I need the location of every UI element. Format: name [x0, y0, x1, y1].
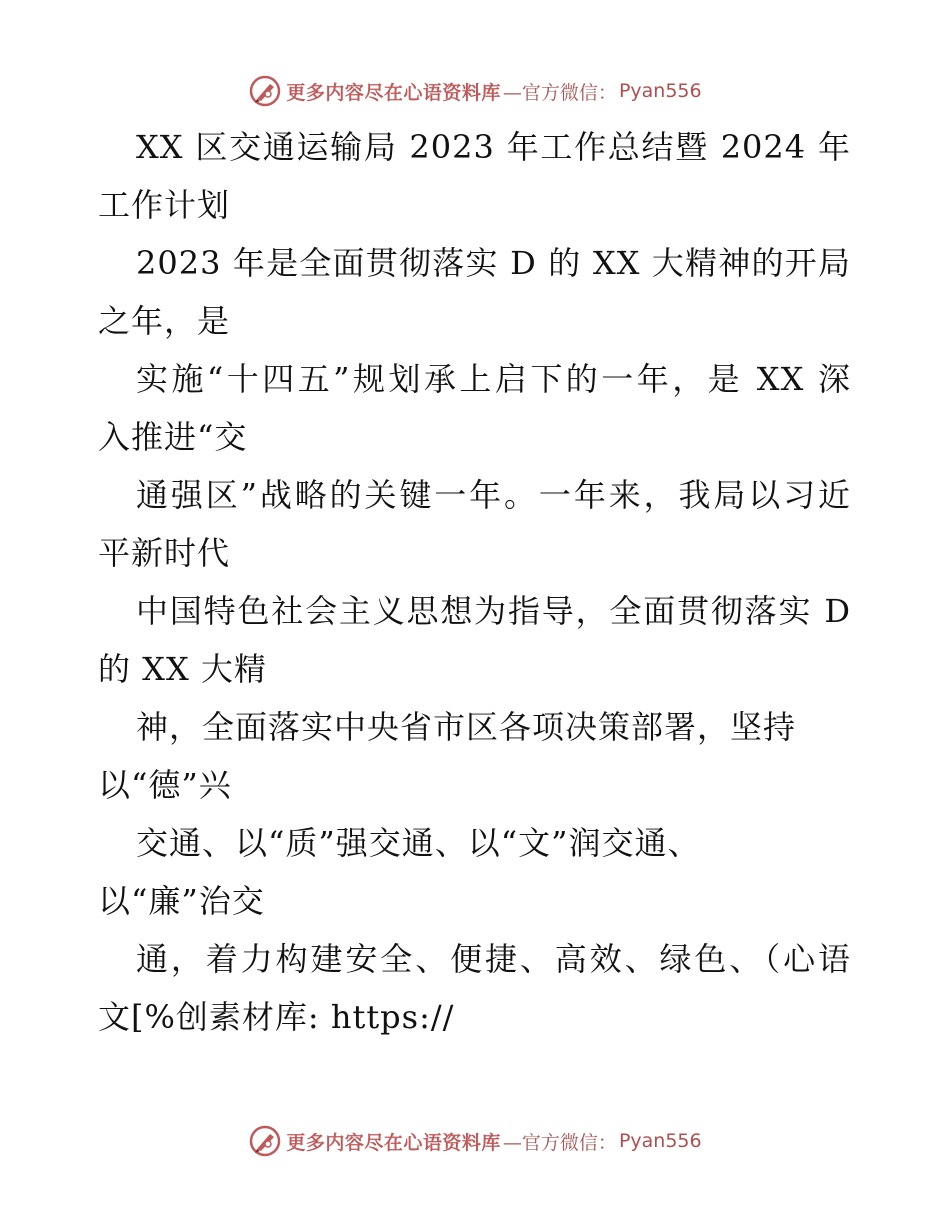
- document-line: 神，全面落实中央省市区各项决策部署，坚持: [136, 708, 797, 746]
- document-line: 中国特色社会主义思想为指导，全面贯彻落实 D: [136, 592, 851, 630]
- document-line: 以“廉”治交: [98, 882, 265, 920]
- banner-official-label: —官方微信：: [502, 81, 617, 104]
- document-line: 通，着力构建安全、便捷、高效、绿色、（心语: [136, 940, 851, 978]
- document-line: 的 XX 大精: [98, 650, 267, 688]
- banner-wechat-id: Pyan556: [618, 1130, 702, 1152]
- document-body: [98, 118, 858, 1046]
- document-line: 工作计划: [98, 186, 231, 224]
- pen-logo-icon: [248, 74, 282, 108]
- banner-promo-text: 更多内容尽在心语资料库: [286, 1131, 501, 1154]
- document-line: 实施“十四五”规划承上启下的一年，是 XX 深: [136, 360, 851, 398]
- pen-logo-icon: [248, 1124, 282, 1158]
- document-line: 通强区”战略的关键一年。一年来，我局以习近: [136, 476, 851, 514]
- document-line: 平新时代: [98, 534, 231, 572]
- document-line: 交通、以“质”强交通、以“文”润交通、: [136, 824, 701, 862]
- document-line: 入推进“交: [98, 418, 248, 456]
- banner-official-label: —官方微信：: [502, 1131, 617, 1154]
- banner-wechat-id: Pyan556: [618, 80, 702, 102]
- document-line: XX 区交通运输局 2023 年工作总结暨 2024 年: [136, 128, 851, 166]
- document-line: 以“德”兴: [98, 766, 232, 804]
- document-line: 之年，是: [98, 302, 231, 340]
- document-line: 文[%创素材库: https://: [98, 998, 455, 1036]
- banner-promo-text: 更多内容尽在心语资料库: [286, 81, 501, 104]
- document-line: 2023 年是全面贯彻落实 D 的 XX 大精神的开局: [136, 244, 851, 282]
- footer-banner: [0, 1121, 950, 1161]
- header-banner: [0, 71, 950, 111]
